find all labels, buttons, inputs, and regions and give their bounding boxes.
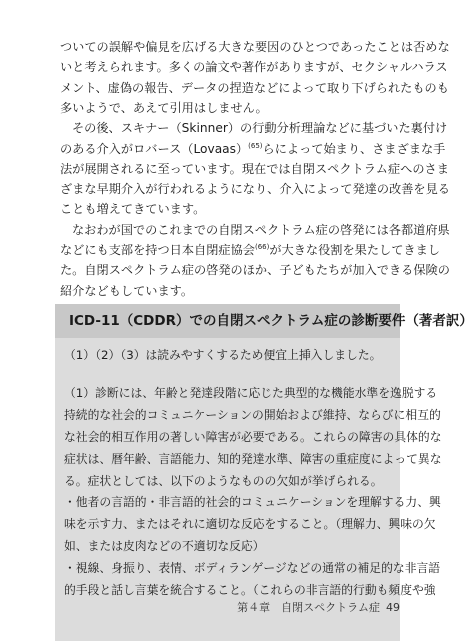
body-line: ことも増えてきています。	[60, 202, 206, 217]
body-line-part: のある介入がロバース（Lovaas）	[60, 141, 249, 156]
box-title: ICD-11（CDDR）での自閉スペクトラム症の診断要件（著者訳）	[69, 313, 473, 329]
box-line: 味を示す力、またはそれに適切な反応をすること。（理解力、興味の欠	[64, 517, 436, 531]
box-header	[55, 304, 473, 338]
box-line: 的手段と話し言葉を統合すること。（これらの非言語的行動も頻度や強	[64, 583, 436, 597]
page-number: 49	[386, 601, 400, 614]
chapter-label: 第４章 自閉スペクトラム症	[237, 601, 380, 614]
body-line: いと考えられます。多くの論文や著作がありますが、セクシャルハラス	[60, 60, 448, 75]
box-line: （1）診断には、年齢と発達段階に応じた典型的な機能水準を逸脱する	[64, 386, 438, 400]
box-line: 如、または皮肉などの不適切な反応）	[64, 539, 265, 553]
reference-marker-66: (66)	[255, 243, 270, 251]
body-line: ついての誤解や偏見を広げる大きな要因のひとつであったことは否めな	[60, 40, 450, 54]
body-line: メント、虚偽の報告、データの捏造などによって取り下げられたものも	[60, 80, 449, 95]
box-line: ・視線、身振り、表情、ボディランゲージなどの通常の補足的な非言語	[64, 561, 441, 575]
box-line: ・他者の言語的・非言語的社会的コミュニケーションを理解する力、興	[64, 495, 441, 509]
body-line-part: などにも支部を持つ日本自閉症協会	[60, 243, 255, 257]
body-line-part: が大きな役割を果たしてきまし	[269, 243, 440, 257]
body-line-part: らによって始まり、さまざまな手	[262, 141, 446, 156]
box-line: な社会的相互作用の著しい障害が必要である。これらの障害の具体的な	[64, 430, 442, 444]
body-line-with-ref	[60, 141, 446, 156]
body-line-with-ref	[60, 243, 440, 257]
body-line: その後、スキナー（Skinner）の行動分析理論などに基づいた裏付け	[72, 121, 448, 136]
body-line: 紹介などもしています。	[60, 283, 194, 298]
body-line: なおわが国でのこれまでの自閉スペクトラム症の啓発には各都道府県	[72, 222, 450, 237]
box-line: 持続的な社会的コミュニケーションの開始および維持、ならびに相互的	[64, 408, 441, 422]
page-footer	[231, 601, 400, 614]
box-line: 症状は、暦年齢、言語能力、知的発達水準、障害の重症度によって異な	[64, 452, 442, 466]
box-line: る。症状としては、以下のようなものの欠如が挙げられる。	[64, 474, 383, 488]
diagnostic-criteria-box	[55, 304, 473, 641]
box-note: （1）（2）（3）は読みやすくするため便宜上挿入しました。	[64, 348, 382, 362]
reference-marker-65: (65)	[248, 141, 263, 150]
body-line: 法が展開されるに至っています。現在では自閉スペクトラム症へのさま	[60, 161, 449, 176]
body-line: 多いようで、あえて引用はしません。	[60, 100, 268, 115]
body-line: ざまな早期介入が行われるようになり、介入によって発達の改善を見る	[60, 182, 450, 197]
body-line: た。自閉スペクトラム症の啓発のほか、子どもたちが加入できる保険の	[60, 263, 450, 278]
